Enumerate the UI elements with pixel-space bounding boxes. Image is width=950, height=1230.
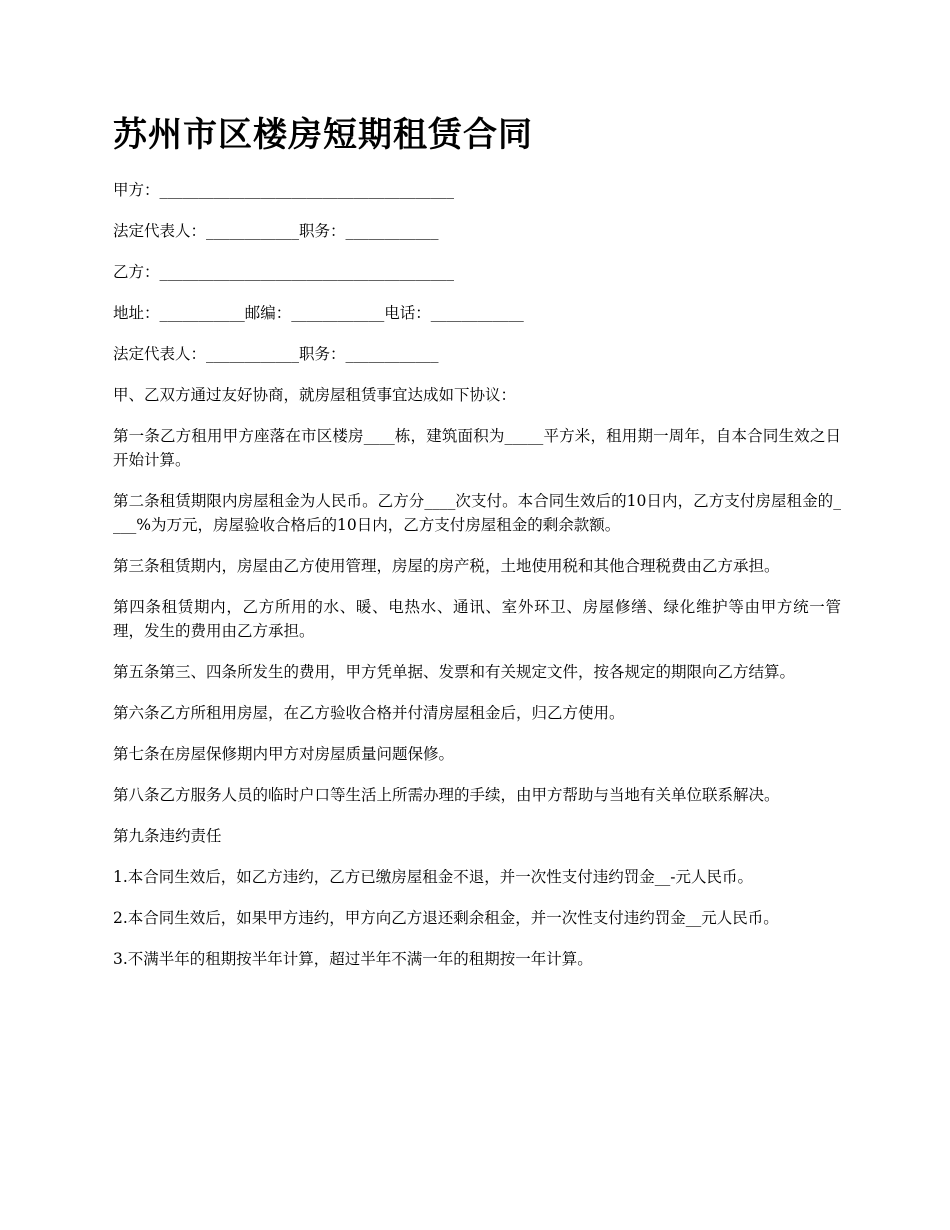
article-7: 第七条在房屋保修期内甲方对房屋质量问题保修。 <box>113 745 455 763</box>
article-5: 第五条第三、四条所发生的费用，甲方凭单据、发票和有关规定文件，按各规定的期限向乙方结算。 <box>113 663 796 681</box>
article-4: 第四条租赁期内，乙方所用的水、暖、电热水、通讯、室外环卫、房屋修缮、绿化维护等由甲方统一管理，发生的费用由乙方承担。 <box>113 598 841 640</box>
document-body <box>113 178 841 988</box>
party-a-line: 甲方：______________________________________ <box>113 181 455 199</box>
breach-clause-1: 1.本合同生效后，如乙方违约，乙方已缴房屋租金不退，并一次性支付违约罚金__-元人民币。 <box>113 868 754 886</box>
article-2: 第二条租赁期限内房屋租金为人民币。乙方分____次支付。本合同生效后的10日内，乙方支付房屋租金的____%为万元，房屋验收合格后的10日内，乙方支付房屋租金的剩余款额。 <box>113 492 841 534</box>
document-title: 苏州市区楼房短期租赁合同 <box>113 115 533 155</box>
party-b-representative-line: 法定代表人：____________职务：____________ <box>113 345 439 363</box>
party-a-representative-line: 法定代表人：____________职务：____________ <box>113 222 439 240</box>
article-8: 第八条乙方服务人员的临时户口等生活上所需办理的手续，由甲方帮助与当地有关单位联系解决。 <box>113 786 780 804</box>
address-line: 地址：___________邮编：____________电话：____________ <box>113 304 524 322</box>
party-b-line: 乙方：______________________________________ <box>113 263 455 281</box>
breach-clause-3: 3.不满半年的租期按半年计算，超过半年不满一年的租期按一年计算。 <box>113 950 593 968</box>
breach-clause-2: 2.本合同生效后，如果甲方违约，甲方向乙方退还剩余租金，并一次性支付违约罚金__元人民币。 <box>113 909 779 927</box>
article-6: 第六条乙方所租用房屋，在乙方验收合格并付清房屋租金后，归乙方使用。 <box>113 704 625 722</box>
agreement-intro: 甲、乙双方通过友好协商，就房屋租赁事宜达成如下协议： <box>113 386 517 404</box>
article-9-heading: 第九条违约责任 <box>113 827 222 845</box>
article-3: 第三条租赁期内，房屋由乙方使用管理，房屋的房产税，土地使用税和其他合理税费由乙方承担。 <box>113 557 780 575</box>
article-1: 第一条乙方租用甲方座落在市区楼房____栋，建筑面积为_____平方米，租用期一周年，自本合同生效之日开始计算。 <box>113 427 841 469</box>
